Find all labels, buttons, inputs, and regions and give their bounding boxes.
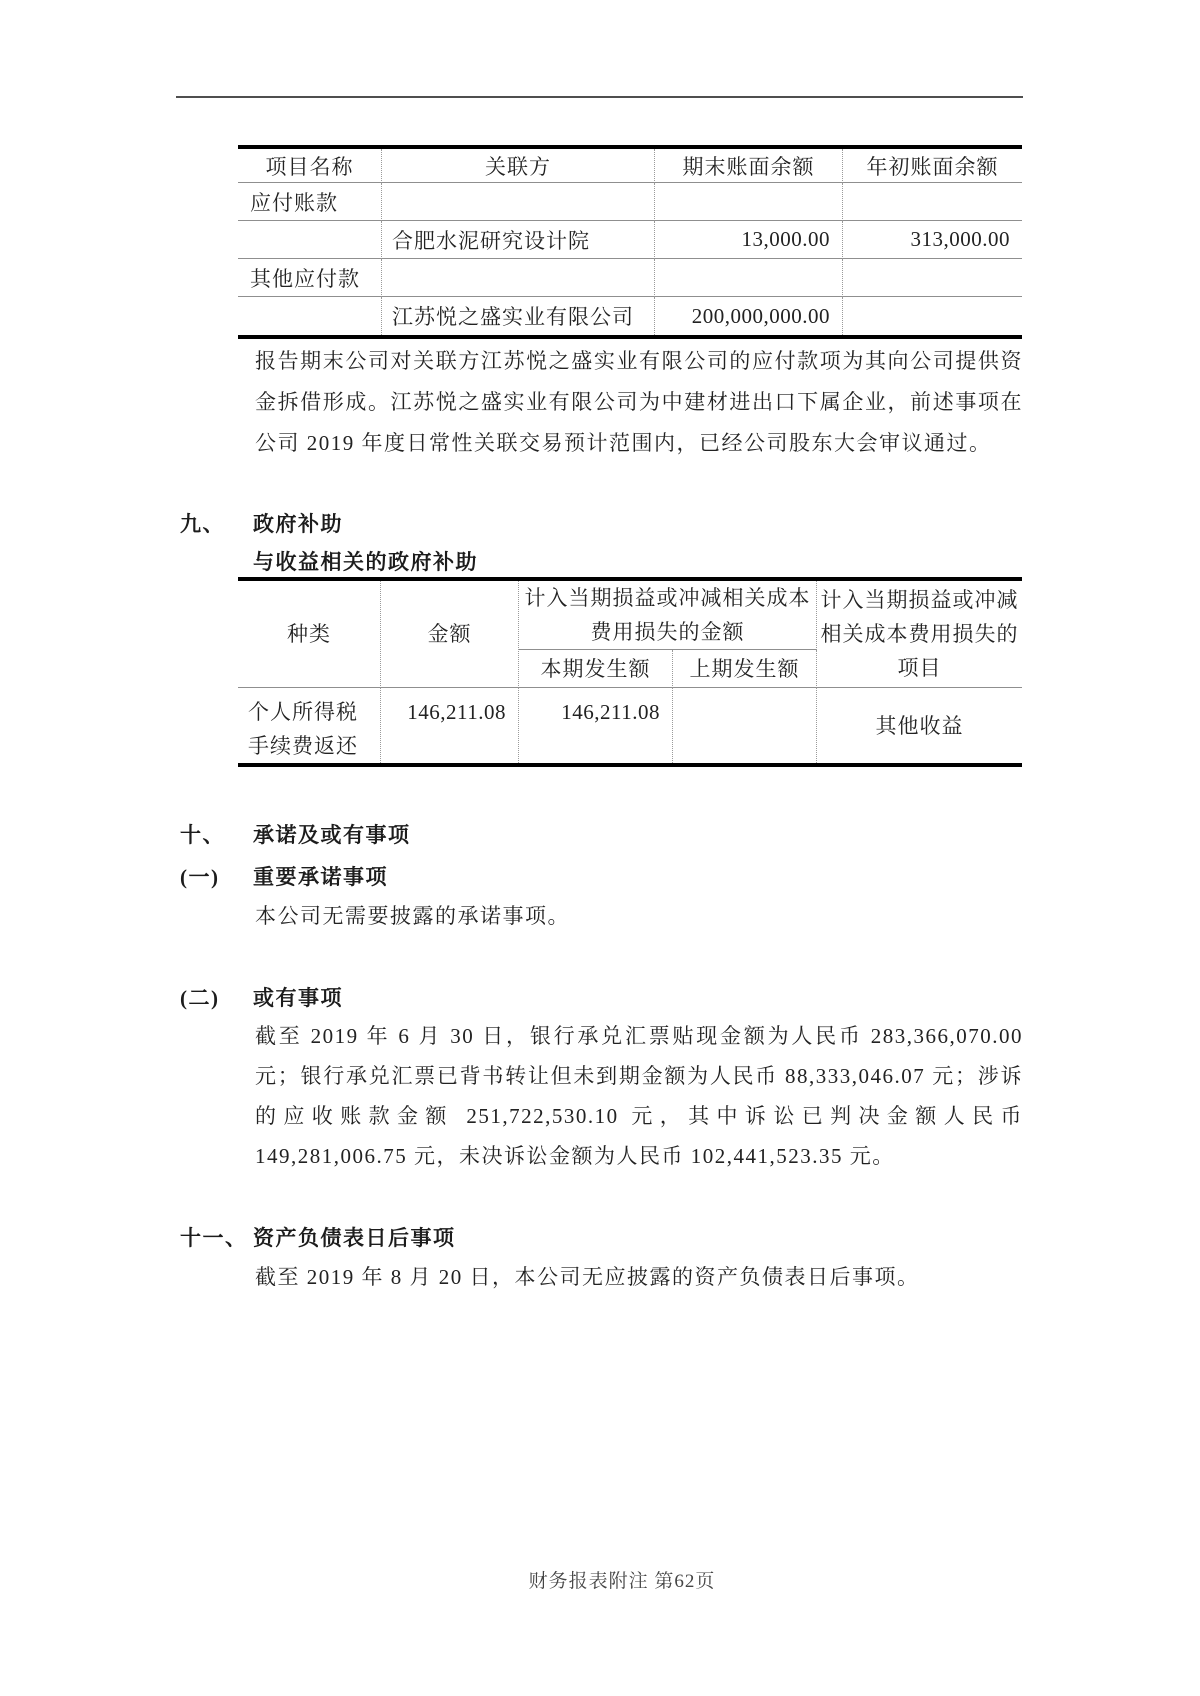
table-cell: [843, 259, 1022, 297]
section-10-title: 承诺及或有事项: [253, 823, 411, 847]
section-10-2-number: (二): [180, 986, 220, 1010]
section-10-heading: [180, 815, 1023, 855]
section-10-1-body: 本公司无需要披露的承诺事项。: [255, 904, 570, 928]
table-cell: [382, 259, 655, 297]
table-cell: 313,000.00: [843, 221, 1022, 259]
government-grant-table: [238, 577, 1022, 767]
table-cell: 200,000,000.00: [655, 297, 843, 335]
section-11-number: 十一、: [180, 1226, 248, 1250]
table-cell: 江苏悦之盛实业有限公司: [382, 297, 655, 335]
section-10-2-title: 或有事项: [253, 986, 343, 1010]
table-cell: [382, 183, 655, 221]
section-10-1-number: (一): [180, 865, 220, 889]
section-10-2-body: 截至 2019 年 6 月 30 日，银行承兑汇票贴现金额为人民币 283,366,070.00 元；银行承兑汇票已背书转让但未到期金额为人民币 88,333,046.07 元；涉诉的应收账款金额 251,722,530.10 元，其中诉讼已判决金额人民币 149,281,006.75 元，未决诉讼金额为人民币 102,441,523.35 元。: [255, 1024, 1023, 1168]
section-9-title: 政府补助: [253, 512, 343, 536]
section-11-heading: [180, 1218, 1023, 1258]
column-header-beginning-balance: 年初账面余额: [843, 149, 1022, 183]
table-cell: [655, 259, 843, 297]
table-cell-prior-period: [673, 688, 817, 763]
section-10-1-heading: [180, 857, 1023, 897]
column-header-pl-item: 计入当期损益或冲减相关成本费用损失的项目: [817, 581, 1022, 688]
table-cell: [843, 297, 1022, 335]
table-cell: [655, 183, 843, 221]
section-11-body: 截至 2019 年 8 月 20 日，本公司无应披露的资产负债表日后事项。: [255, 1265, 920, 1289]
table-cell: 13,000.00: [655, 221, 843, 259]
table-cell: 合肥水泥研究设计院: [382, 221, 655, 259]
table-cell-kind: 个人所得税手续费返还: [238, 688, 381, 763]
table-cell-current-period: 146,211.08: [519, 688, 673, 763]
column-header-prior-period: 上期发生额: [673, 650, 817, 688]
section-11-title: 资产负债表日后事项: [253, 1226, 456, 1250]
section-10-2-heading: [180, 978, 1023, 1018]
table-cell-pl-item: 其他收益: [875, 713, 964, 738]
related-party-table: [238, 145, 1022, 339]
table-cell-amount: 146,211.08: [381, 688, 519, 763]
section-9-number: 九、: [180, 512, 225, 536]
related-party-note: 报告期末公司对关联方江苏悦之盛实业有限公司的应付款项为其向公司提供资金拆借形成。江苏悦之盛实业有限公司为中建材进出口下属企业，前述事项在公司 2019 年度日常性关联交易预计范围内，已经公司股东大会审议通过。: [255, 349, 1023, 455]
government-grant-subheading: 与收益相关的政府补助: [253, 550, 478, 574]
column-header-item-name: 项目名称: [238, 149, 382, 183]
column-header-kind: 种类: [238, 581, 381, 688]
table-cell: [238, 221, 382, 259]
table-cell: [238, 297, 382, 335]
column-header-current-period: 本期发生额: [519, 650, 673, 688]
section-9-heading: [180, 504, 1023, 544]
table-cell: 应付账款: [238, 183, 382, 221]
page-footer: 财务报表附注 第62页: [528, 1571, 716, 1592]
column-header-pl-amount-group: 计入当期损益或冲减相关成本费用损失的金额: [519, 581, 817, 650]
column-header-ending-balance: 期末账面余额: [655, 149, 843, 183]
table-cell: 其他应付款: [238, 259, 382, 297]
column-header-amount: 金额: [381, 581, 519, 688]
section-10-1-title: 重要承诺事项: [253, 865, 388, 889]
column-header-related-party: 关联方: [382, 149, 655, 183]
section-10-number: 十、: [180, 823, 225, 847]
header-rule: [176, 96, 1023, 98]
table-cell: [843, 183, 1022, 221]
